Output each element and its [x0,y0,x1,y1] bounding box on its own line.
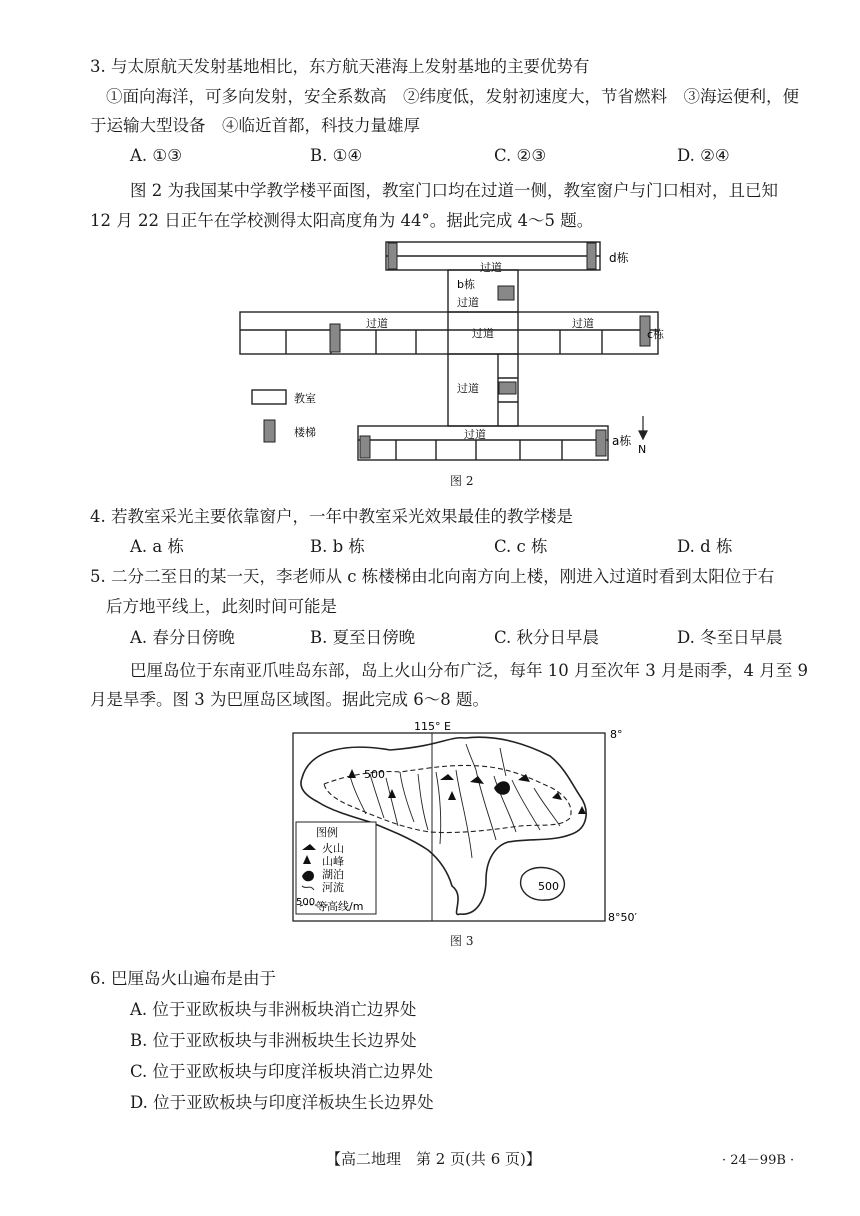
corridor-a: 过道 [464,428,486,441]
q3-stem: 3. 与太原航天发射基地相比，东方航天港海上发射基地的主要优势有 [90,57,590,76]
north-arrow [639,416,647,439]
q4-option-b: B. b 栋 [310,537,365,556]
q5-option-a: A. 春分日傍晚 [130,628,235,647]
legend-classroom-symbol [252,390,286,404]
stairs-d-east [587,243,596,269]
q3-option-d: D. ②④ [677,146,730,165]
intro-6-8-line1: 巴厘岛位于东南亚爪哇岛东部，岛上火山分布广泛，每年 10 月至次年 3 月是雨季，4 月至 9 [130,661,808,680]
figure-2-caption: 图 2 [450,474,474,488]
footer-code: · 24－99B · [722,1153,795,1168]
stairs-a-west [360,436,370,458]
q4-option-c: C. c 栋 [494,537,548,556]
figure-3-bali-map [290,718,650,924]
stairs-b [498,286,514,300]
legend-contour: 等高线/m [316,900,364,913]
footer-title: 【高二地理 第 2 页(共 6 页)】 [326,1150,541,1168]
corridor-c-east: 过道 [572,317,594,330]
q6-option-c: C. 位于亚欧板块与印度洋板块消亡边界处 [130,1062,434,1081]
q5-option-b: B. 夏至日傍晚 [310,628,416,647]
q3-option-a: A. ①③ [130,146,182,165]
legend-contour-number: 500 [296,897,316,908]
figure-3-caption: 图 3 [450,934,474,948]
stairs-d-west [388,243,397,269]
q3-option-c: C. ②③ [494,146,547,165]
q3-option-b: B. ①④ [310,146,363,165]
longitude-label: 115° E [414,720,451,733]
legend-stairs-label: 楼梯 [294,426,316,439]
q6-option-a: A. 位于亚欧板块与非洲板块消亡边界处 [130,1000,417,1019]
stairs-a-east [596,430,606,456]
corridor-c-west: 过道 [366,317,388,330]
figure-2-building-plan [236,238,666,466]
legend-classroom-label: 教室 [294,392,316,405]
q5-option-d: D. 冬至日早晨 [677,628,783,647]
label-d-building: d栋 [609,251,629,265]
north-label: N [638,443,647,456]
stairs-c-west [330,324,340,352]
corridor-b: 过道 [457,296,479,309]
q5-option-c: C. 秋分日早晨 [494,628,600,647]
legend-title: 图例 [316,826,338,839]
q5-stem-line2: 后方地平线上，此刻时间可能是 [106,597,337,616]
building-c [240,312,658,354]
q4-option-a: A. a 栋 [130,537,184,556]
stairs-south-1 [499,382,516,394]
q5-stem: 5. 二分二至日的某一天，李老师从 c 栋楼梯由北向南方向上楼，刚进入过道时看到太阳位于右 [90,567,775,586]
legend-volcano: 火山 [322,842,344,855]
contour-label-main: 500 [364,768,385,781]
legend-lake: 湖泊 [322,868,344,881]
corridor-d: 过道 [480,261,502,274]
q3-options-line1: ①面向海洋，可多向发射，安全系数高 ②纬度低，发射初速度大，节省燃料 ③海运便利，便 [106,87,799,106]
legend-stairs-symbol [264,420,275,442]
rivers [350,744,560,858]
latitude-bottom-label: 8°50′ [608,911,637,924]
legend-river: 河流 [322,881,344,894]
label-a-building: a栋 [612,434,632,448]
intro-4-5-line2: 12 月 22 日正午在学校测得太阳高度角为 44°。据此完成 4～5 题。 [90,211,594,230]
corridor-c-center: 过道 [472,327,494,340]
q3-options-line2: 于运输大型设备 ④临近首都，科技力量雄厚 [90,116,420,135]
latitude-top-label: 8° [610,728,623,741]
intro-4-5-line1: 图 2 为我国某中学教学楼平面图，教室门口均在过道一侧，教室窗户与门口相对，且已知 [130,181,778,200]
corridor-south: 过道 [457,382,479,395]
intro-6-8-line2: 月是旱季。图 3 为巴厘岛区域图。据此完成 6～8 题。 [90,690,489,709]
q6-stem: 6. 巴厘岛火山遍布是由于 [90,969,276,988]
q6-option-d: D. 位于亚欧板块与印度洋板块生长边界处 [130,1093,434,1112]
q4-stem: 4. 若教室采光主要依靠窗户，一年中教室采光效果最佳的教学楼是 [90,507,573,526]
q4-option-d: D. d 栋 [677,537,733,556]
legend-peak: 山峰 [322,855,344,868]
q6-option-b: B. 位于亚欧板块与非洲板块生长边界处 [130,1031,417,1050]
label-b-building: b栋 [457,278,475,291]
label-c-building: c栋 [646,328,664,341]
contour-label-small-island: 500 [538,880,559,893]
